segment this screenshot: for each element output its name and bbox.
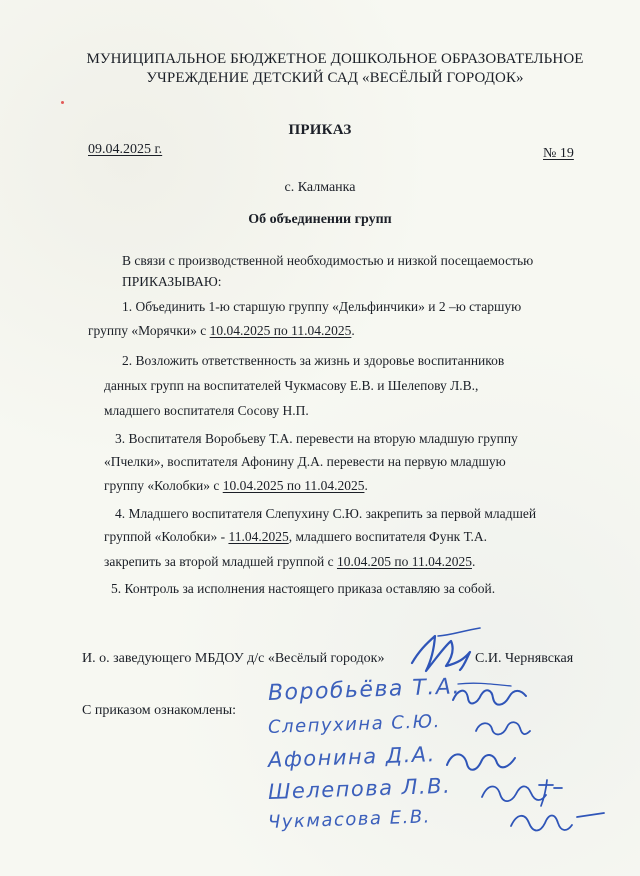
handwritten-signature-1 (448, 680, 528, 716)
item-1-line-2 (88, 320, 355, 341)
header-line-1: МУНИЦИПАЛЬНОЕ БЮДЖЕТНОЕ ДОШКОЛЬНОЕ ОБРАЗОВАТЕЛЬНОЕ (86, 51, 584, 67)
item-1-suffix: . (351, 323, 355, 338)
item-4-suffix: , младшего воспитателя Функ Т.А. (288, 529, 488, 544)
item-4-line-1: 4. Младшего воспитателя Слепухину С.Ю. закрепить за первой младшей (115, 506, 537, 521)
item-2-line-3: младшего воспитателя Сосову Н.П. (104, 403, 309, 418)
signatory-position: И. о. заведующего МБДОУ д/с «Весёлый городок» (82, 651, 385, 666)
document-title: ПРИКАЗ (288, 122, 352, 138)
item-4-period: 10.04.205 по 11.04.2025 (336, 554, 472, 569)
handwritten-signature-2 (472, 713, 532, 743)
item-3-suffix: . (364, 478, 368, 493)
item-1-line-1: 1. Объединить 1-ю старшую группу «Дельфинчики» и 2 –ю старшую (122, 299, 522, 314)
director-signature (404, 628, 486, 676)
item-3-prefix: группу «Колобки» с (104, 478, 223, 493)
item-4-date: 11.04.2025 (228, 529, 289, 544)
order-word: ПРИКАЗЫВАЮ: (122, 274, 222, 289)
item-4-line-3 (104, 551, 475, 572)
item-3-line-3 (104, 475, 368, 496)
handwritten-signature-4 (478, 776, 564, 808)
item-1-period: 10.04.2025 по 11.04.2025 (209, 323, 352, 338)
handwritten-acknowledgement-5: Чукмасова Е.В. (267, 806, 432, 833)
handwritten-acknowledgement-4: Шелепова Л.В. (267, 773, 452, 804)
item-2-line-1: 2. Возложить ответственность за жизнь и здоровье воспитанников (122, 353, 505, 368)
handwritten-signature-5 (507, 805, 607, 837)
header-line-2: УЧРЕЖДЕНИЕ ДЕТСКИЙ САД «ВЕСЁЛЫЙ ГОРОДОК» (146, 70, 524, 86)
handwritten-signature-3 (444, 744, 518, 774)
item-3-period: 10.04.2025 по 11.04.2025 (222, 478, 365, 493)
item-4-line-3-prefix: закрепить за второй младшей группой с (104, 554, 337, 569)
acknowledgement-label: С приказом ознакомлены: (82, 703, 237, 718)
document-subject: Об объединении групп (248, 212, 392, 227)
document-date: 09.04.2025 г. (88, 142, 163, 157)
item-4-line-2 (104, 526, 487, 547)
item-2-line-2: данных групп на воспитателей Чукмасову Е.В. и Шелепову Л.В., (104, 378, 479, 393)
item-4-line-3-suffix: . (471, 554, 476, 569)
item-5-line-1: 5. Контроль за исполнения настоящего приказа оставляю за собой. (111, 581, 496, 596)
document-place: с. Калманка (284, 180, 356, 195)
signatory-name: С.И. Чернявская (475, 651, 574, 666)
item-1-prefix: группу «Морячки» с (88, 323, 210, 338)
red-ink-mark (61, 101, 64, 104)
handwritten-acknowledgement-2: Слепухина С.Ю. (267, 710, 442, 738)
item-3-line-1: 3. Воспитателя Воробьеву Т.А. перевести на вторую младшую группу (115, 431, 518, 446)
intro-text: В связи с производственной необходимостью и низкой посещаемостью (122, 253, 534, 268)
handwritten-acknowledgement-3: Афонина Д.А. (267, 742, 437, 772)
item-4-prefix: группой «Колобки» - (104, 529, 229, 544)
document-number: № 19 (543, 146, 574, 161)
handwritten-acknowledgement-1: Воробьёва Т.А. (267, 674, 462, 706)
item-3-line-2: «Пчелки», воспитателя Афонину Д.А. перевести на первую младшую (104, 454, 506, 469)
